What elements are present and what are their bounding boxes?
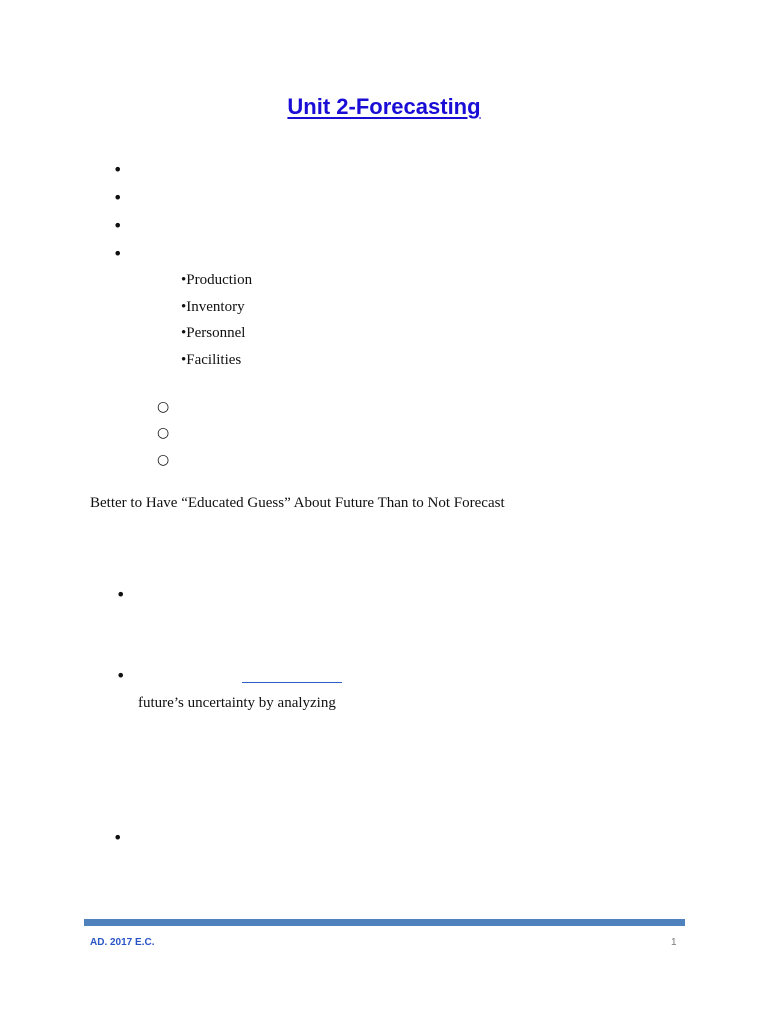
list-bullet: •: [113, 216, 123, 235]
circle-bullet: ○: [157, 452, 170, 468]
list-bullet: •: [113, 244, 123, 263]
list-item: •Inventory: [181, 299, 245, 315]
list-bullet: •: [116, 585, 126, 604]
list-bullet: •: [113, 828, 123, 847]
list-item: •Production: [181, 272, 253, 288]
circle-bullet: ○: [157, 425, 170, 441]
footer-text: AD. 2017 E.C.: [90, 937, 155, 948]
list-bullet: •: [113, 188, 123, 207]
footer-rule: [84, 919, 685, 926]
list-item: •Personnel: [181, 325, 246, 341]
statement-text: Better to Have “Educated Guess” About Future Than to Not Forecast: [90, 495, 505, 511]
circle-bullet: ○: [157, 399, 170, 415]
list-bullet: •: [116, 666, 126, 685]
underline-rule: [242, 682, 342, 683]
uncertainty-text: future’s uncertainty by analyzing: [138, 695, 336, 711]
list-bullet: •: [113, 160, 123, 179]
page-number: 1: [671, 937, 677, 948]
list-item: •Facilities: [181, 352, 242, 368]
page-title: Unit 2-Forecasting: [287, 94, 481, 119]
